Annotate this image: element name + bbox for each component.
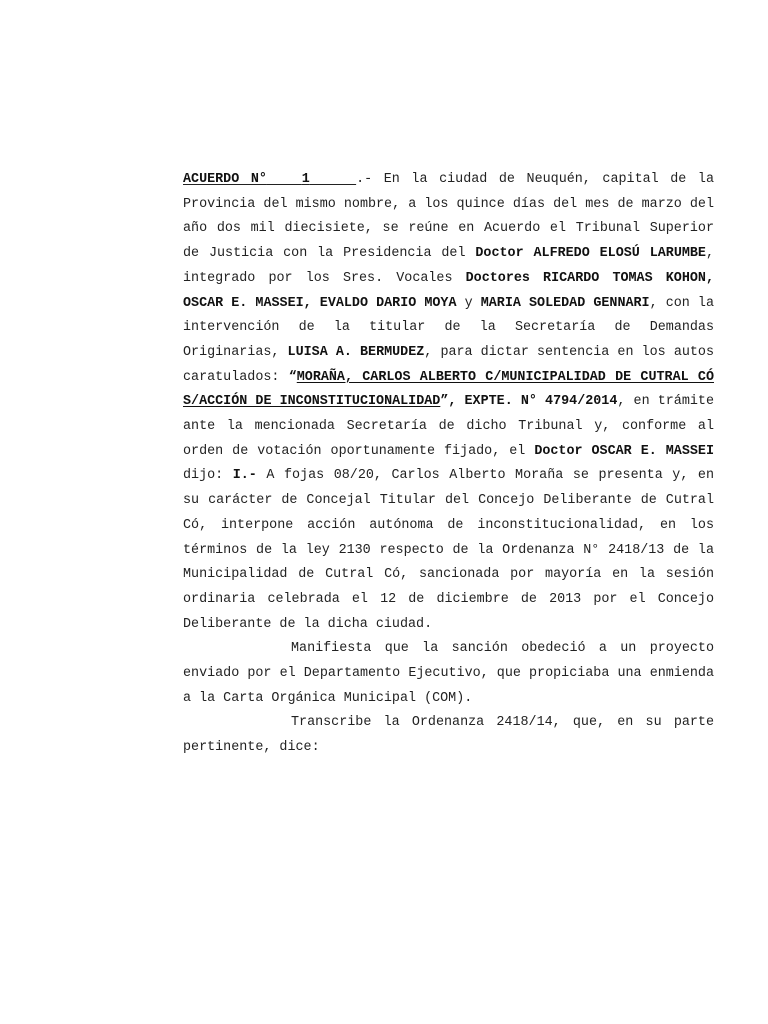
paragraph-transcribe: Transcribe la Ordenanza 2418/14, que, en su parte pertinente, dice:: [183, 715, 714, 756]
acuerdo-label: ACUERDO N°: [183, 172, 267, 187]
paragraph-acuerdo: [183, 168, 714, 637]
text-segment: , en trámite ante la mencionada Secretaría de dicho Tribunal y, conforme al orden de votación oportunamente fijado, el: [183, 394, 714, 459]
case-file-number: ”, EXPTE. N° 4794/2014: [440, 394, 618, 410]
acuerdo-number: 1: [301, 172, 310, 187]
text-segment: , para dictar sentencia en los autos caratulados:: [183, 344, 714, 385]
case-title: MORAÑA, CARLOS ALBERTO C/MUNICIPALIDAD DE CUTRAL CÓ S/ACCIÓN DE INCONSTITUCIONALIDAD: [183, 369, 714, 410]
text-segment: dijo:: [183, 468, 233, 484]
vocales-names: Doctores RICARDO TOMAS KOHON, OSCAR E. MASSEI, EVALDO DARIO MOYA: [183, 270, 714, 311]
president-name: Doctor ALFREDO ELOSÚ LARUMBE: [475, 246, 706, 262]
text-segment: y: [456, 295, 481, 311]
text-segment: , con la intervención de la titular de la Secretaría de Demandas Originarias,: [183, 295, 715, 360]
text-segment: A fojas 08/20, Carlos Alberto Moraña se presenta y, en su carácter de Concejal Titular del Concejo Deliberante de Cutral Có, interpone acción autónoma de inconstitucionalidad, en los términos de la ley 2130 respecto de la Ordenanza N° 2418/13 de la Municipalidad de Cutral Có, sancionada por mayoría en la sesión ordinaria celebrada el 12 de diciembre de 2013 por el Concejo Deliberante de la dicha ciudad.: [183, 468, 714, 632]
text-segment: .- En la ciudad de Neuquén, capital de la Provincia del mismo nombre, a los quince días del mes de marzo del año dos mil diecisiete, se reúne en Acuerdo el Tribunal Superior de Justicia con la Presidencia del: [183, 172, 715, 262]
document-body: [183, 168, 714, 761]
vocal-name: MARIA SOLEDAD GENNARI: [480, 295, 650, 311]
acuerdo-heading: [183, 172, 356, 187]
paragraph-manifiesta: Manifiesta que la sanción obedeció a un proyecto enviado por el Departamento Ejecutivo, que propiciaba una enmienda a la Carta Orgánica Municipal (COM).: [183, 641, 714, 706]
section-number: I.-: [232, 468, 257, 484]
text-segment: , integrado por los Sres. Vocales: [183, 246, 715, 286]
judge-name: Doctor OSCAR E. MASSEI: [534, 443, 714, 459]
secretary-name: LUISA A. BERMUDEZ: [287, 344, 425, 360]
case-open-quote: “: [288, 369, 297, 385]
